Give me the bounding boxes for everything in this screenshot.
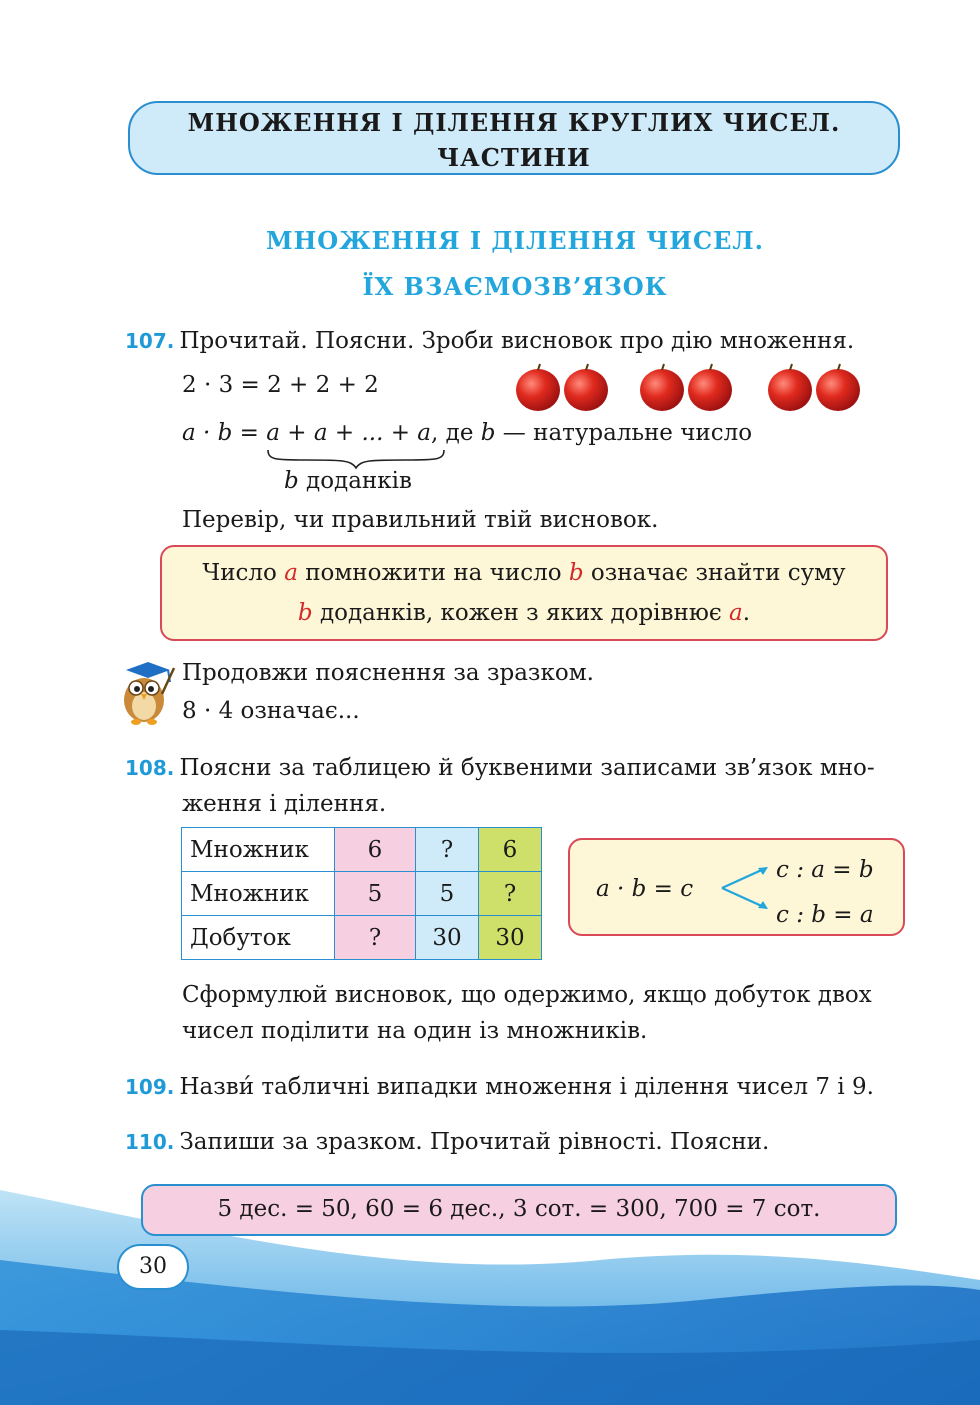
apple-icon [564, 364, 608, 411]
formula-b: b [480, 420, 496, 446]
formula-tail: , де [431, 420, 474, 446]
exercise-task: Прочитай. Поясни. Зроби висновок про дію множення. [179, 328, 855, 354]
rule-box [160, 545, 888, 641]
sample-box [141, 1184, 897, 1236]
table-cell: ? [416, 828, 479, 872]
formula-top: c : a = b [776, 857, 874, 883]
exercise-number: 109. [125, 1075, 175, 1099]
formula-box [568, 838, 905, 936]
brace-text: доданків [306, 468, 412, 494]
table-row [182, 872, 542, 916]
table-row-label: Множник [182, 872, 335, 916]
page-number: 30 [117, 1244, 189, 1290]
exercise-110 [125, 1129, 769, 1155]
exercise-task-line1: Поясни за таблицею й буквеними записами зв’язок мно- [179, 755, 875, 781]
rule-var-a: a [284, 560, 298, 586]
check-text: Перевір, чи правильний твій висновок. [182, 507, 659, 533]
conclusion-line1: Сформулюй висновок, що одержимо, якщо добуток двох [182, 982, 872, 1008]
table-cell: ? [479, 872, 542, 916]
rule-var-b: b [568, 560, 584, 586]
exercise-task-line2: ження і ділення. [182, 791, 387, 817]
continue-example: 8 · 4 означає... [182, 698, 360, 724]
sample-text: 5 дес. = 50, 60 = 6 дес., 3 сот. = 300, 700 = 7 сот. [217, 1196, 821, 1222]
table-row-label: Добуток [182, 916, 335, 960]
exercise-number: 110. [125, 1130, 175, 1154]
table-cell: 6 [479, 828, 542, 872]
general-formula [182, 420, 752, 446]
arrows-icon [718, 862, 774, 914]
continue-instruction: Продовжи пояснення за зразком. [182, 660, 594, 686]
chapter-title-box [128, 101, 900, 175]
exercise-task: Запиши за зразком. Прочитай рівності. Поясни. [179, 1129, 770, 1155]
formula-end: — натуральне число [502, 420, 753, 446]
brace-b: b [284, 468, 299, 494]
formula-bottom: c : b = a [776, 902, 874, 928]
apple-icon [688, 364, 732, 411]
section-title-line2: ЇХ ВЗАЄМОЗВ’ЯЗОК [362, 272, 668, 301]
multiplication-table [181, 827, 542, 960]
owl-teacher-icon [114, 658, 176, 726]
formula-lhs: a · b = [182, 420, 259, 446]
table-row [182, 828, 542, 872]
rule-line2 [162, 593, 886, 633]
brace-icon [266, 448, 446, 470]
apple-icon [640, 364, 684, 411]
conclusion-line2: чисел поділити на один із множників. [182, 1018, 648, 1044]
apple-icon [516, 364, 560, 411]
chapter-title-line1: МНОЖЕННЯ І ДІЛЕННЯ КРУГЛИХ ЧИСЕЛ. [187, 108, 841, 137]
rule-text: Число [202, 560, 277, 586]
brace-label [284, 468, 412, 494]
table-cell: 30 [479, 916, 542, 960]
exercise-number: 108. [125, 756, 175, 780]
formula-rhs: a + a + ... + a [266, 420, 432, 446]
table-cell: 5 [335, 872, 416, 916]
exercise-task: Назви́ табличні випадки множення і ділення чисел 7 і 9. [179, 1074, 874, 1100]
rule-var-a: a [729, 600, 743, 626]
exercise-107 [125, 328, 854, 354]
table-cell: ? [335, 916, 416, 960]
apple-icon [816, 364, 860, 411]
apple-icon [768, 364, 812, 411]
table-row [182, 916, 542, 960]
formula-main: a · b = c [596, 876, 694, 902]
exercise-number: 107. [125, 329, 175, 353]
table-row-label: Множник [182, 828, 335, 872]
apples-illustration [512, 362, 862, 414]
table-cell: 6 [335, 828, 416, 872]
rule-text: означає знайти суму [590, 560, 846, 586]
table-cell: 5 [416, 872, 479, 916]
exercise-108 [125, 755, 875, 781]
table-cell: 30 [416, 916, 479, 960]
rule-text: . [742, 600, 751, 626]
multiplication-example: 2 · 3 = 2 + 2 + 2 [182, 372, 379, 398]
section-title-line1: МНОЖЕННЯ І ДІЛЕННЯ ЧИСЕЛ. [266, 226, 764, 255]
exercise-109 [125, 1074, 874, 1100]
chapter-title-line2: ЧАСТИНИ [437, 143, 591, 172]
rule-var-b: b [297, 600, 313, 626]
rule-text: доданків, кожен з яких дорівнює [319, 600, 722, 626]
rule-text: помножити на число [305, 560, 562, 586]
rule-line1 [162, 553, 886, 593]
